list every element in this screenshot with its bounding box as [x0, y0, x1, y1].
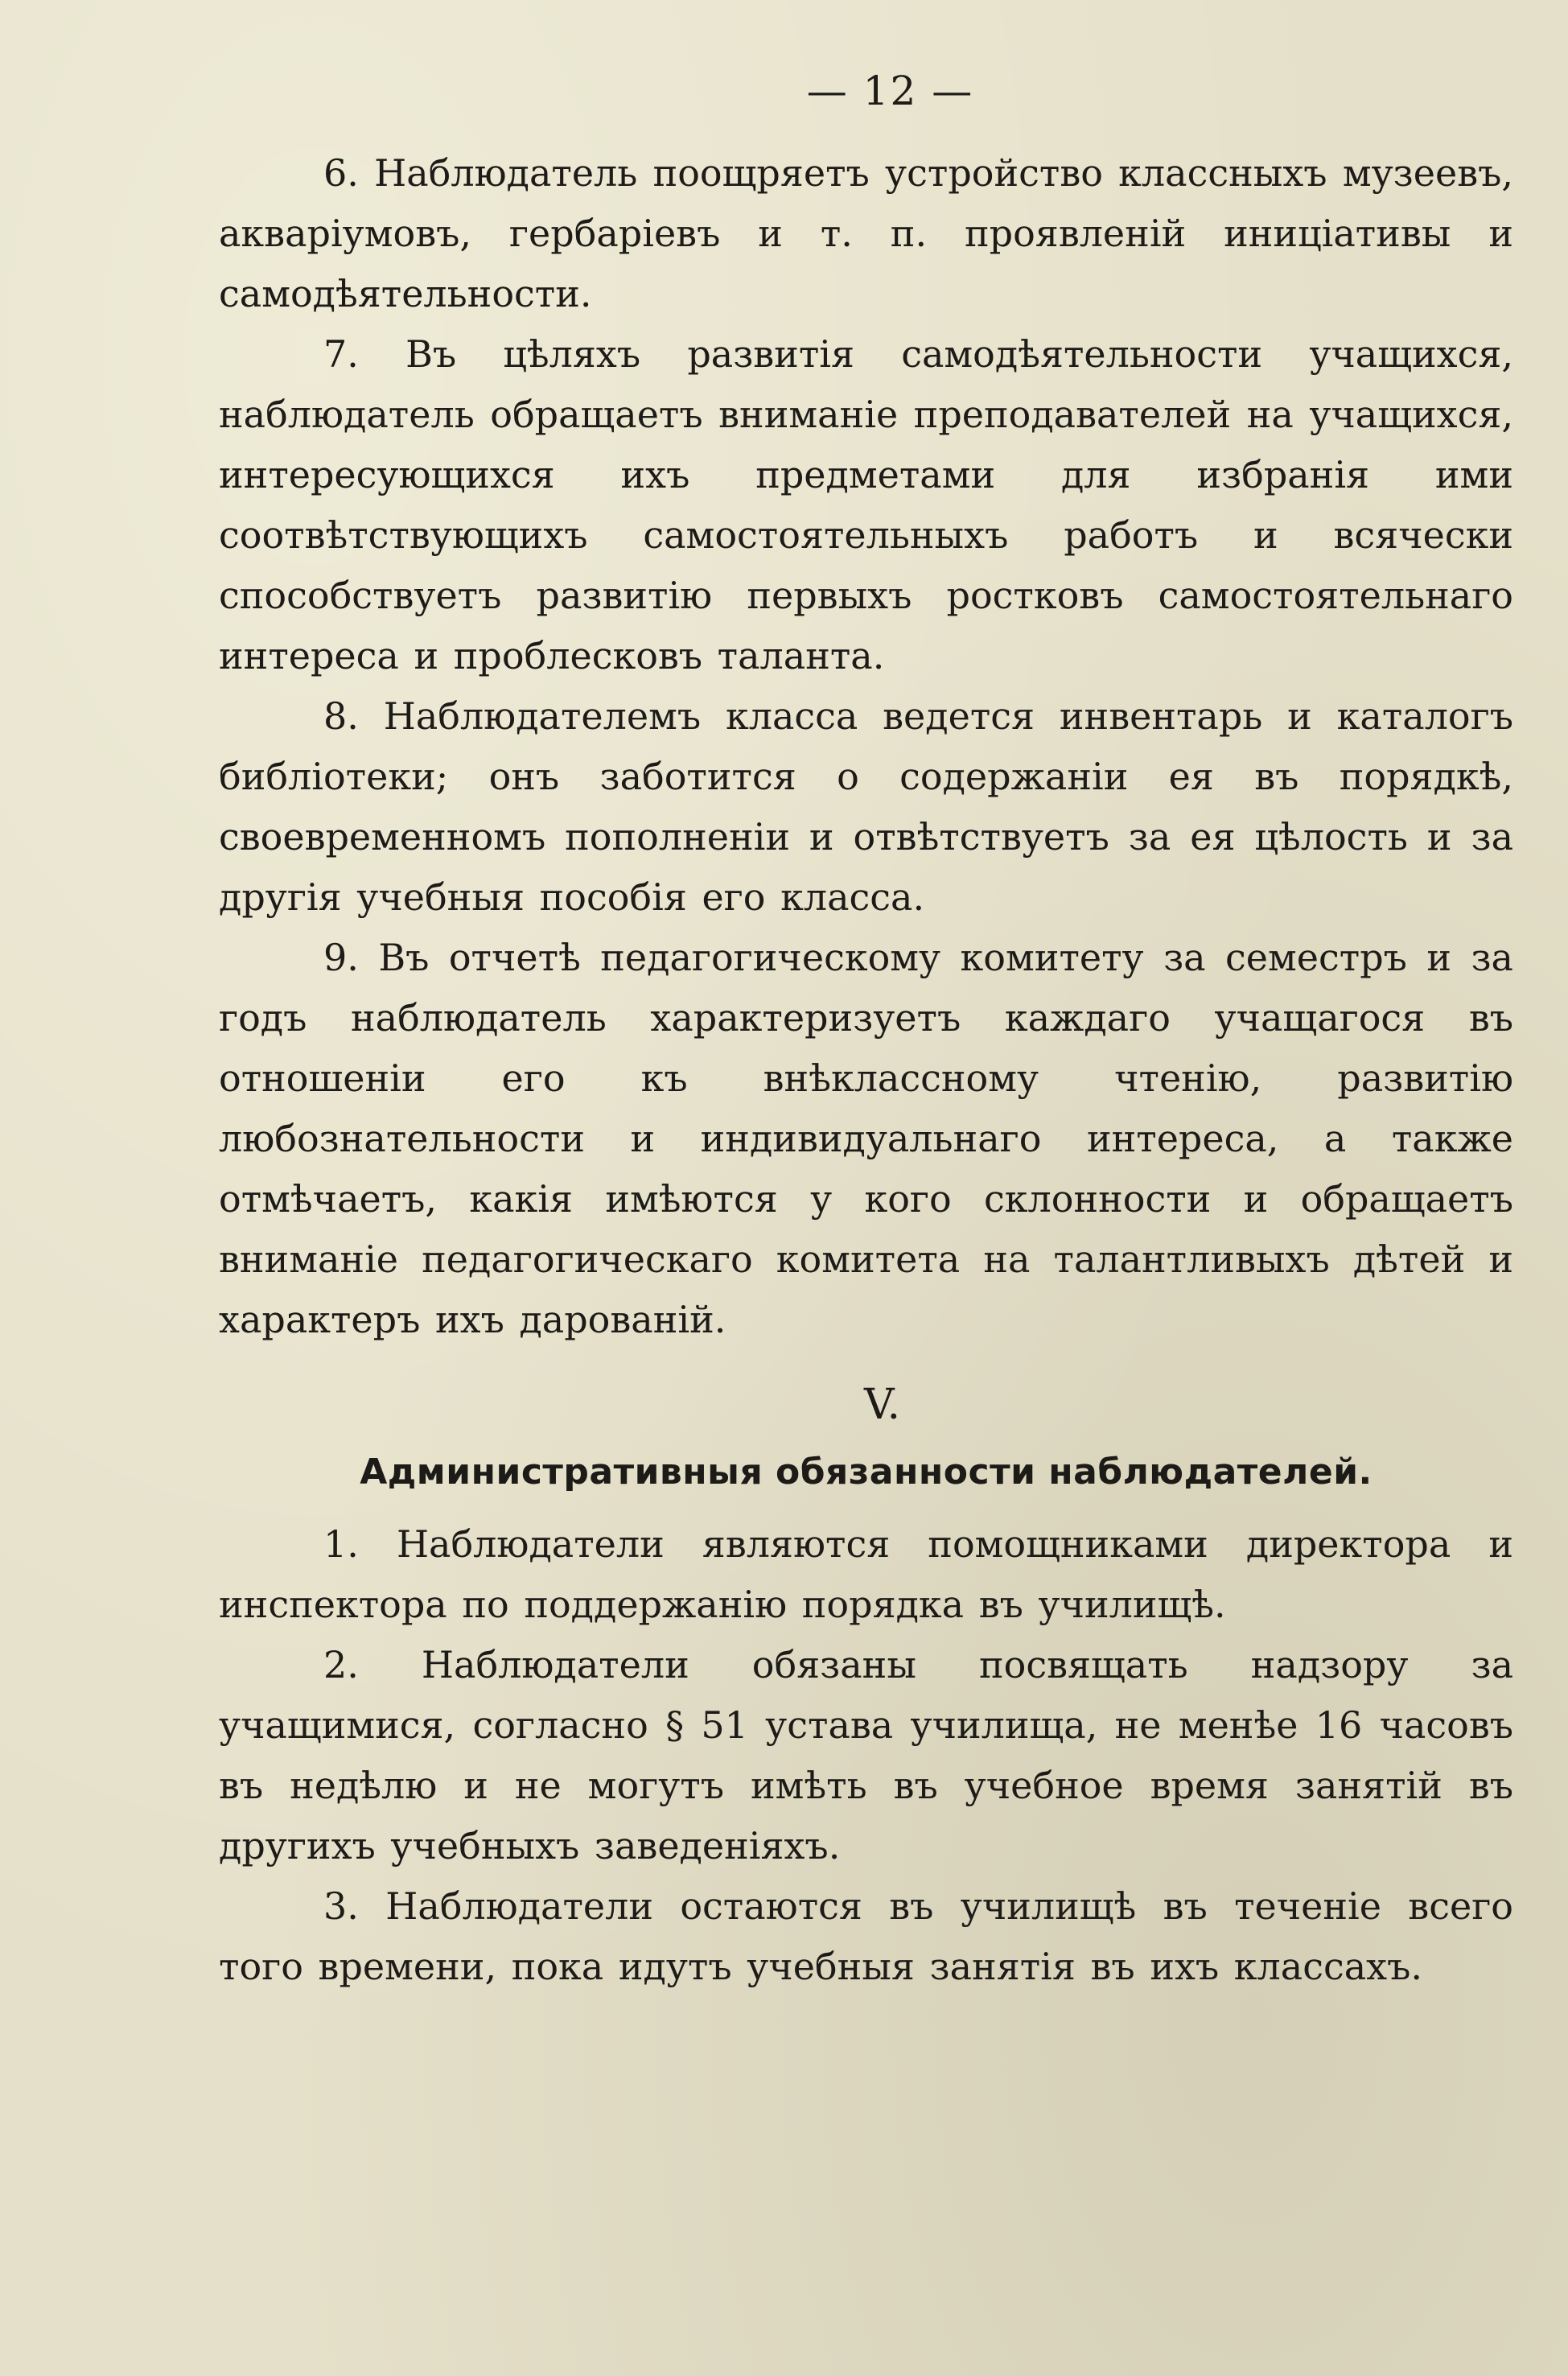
paragraph-7: 7. Въ цѣляхъ развитія самодѣятельности учащихся, наблюдатель обращаетъ вниманіе преподавателей на учащихся, интересующихся ихъ предметами для избранія ими соотвѣтствующихъ самостоятельныхъ работъ и всячески способствуетъ развитію первыхъ ростковъ самостоятельнаго интереса и проблесковъ таланта. [219, 332, 1513, 677]
page-number: — 12 — [806, 68, 974, 114]
paragraph-3: 3. Наблюдатели остаются въ училищѣ въ теченіе всего того времени, пока идутъ учебныя занятія въ ихъ классахъ. [219, 1884, 1513, 1988]
paragraph-2: 2. Наблюдатели обязаны посвящать надзору за учащимися, согласно § 51 устава училища, не менѣе 16 часовъ въ недѣлю и не могутъ имѣть въ учебное время занятій въ другихъ учебныхъ заведеніяхъ. [219, 1643, 1513, 1867]
paragraph-9: 9. Въ отчетѣ педагогическому комитету за семестръ и за годъ наблюдатель характеризуетъ каждаго учащагося въ отношеніи его къ внѣклассному чтенію, развитію любознательности и индивидуальнаго интереса, а также отмѣчаетъ, какія имѣются у кого склонности и обращаетъ вниманіе педагогическаго комитета на талантливыхъ дѣтей и характеръ ихъ дарованій. [219, 936, 1513, 1341]
section-number: V. [864, 1381, 900, 1429]
paragraph-6: 6. Наблюдатель поощряетъ устройство классныхъ музеевъ, акваріумовъ, гербаріевъ и т. п. проявленій иниціативы и самодѣятельности. [219, 151, 1513, 315]
section-title: Административныя обязанности наблюдателей. [360, 1452, 1373, 1493]
paragraph-8: 8. Наблюдателемъ класса ведется инвентарь и каталогъ библіотеки; онъ заботится о содержаніи ея въ порядкѣ, своевременномъ пополненіи и отвѣтствуетъ за ея цѣлость и за другія учебныя пособія его класса. [219, 694, 1513, 919]
paragraph-1: 1. Наблюдатели являются помощниками директора и инспектора по поддержанію порядка въ училищѣ. [219, 1522, 1513, 1626]
